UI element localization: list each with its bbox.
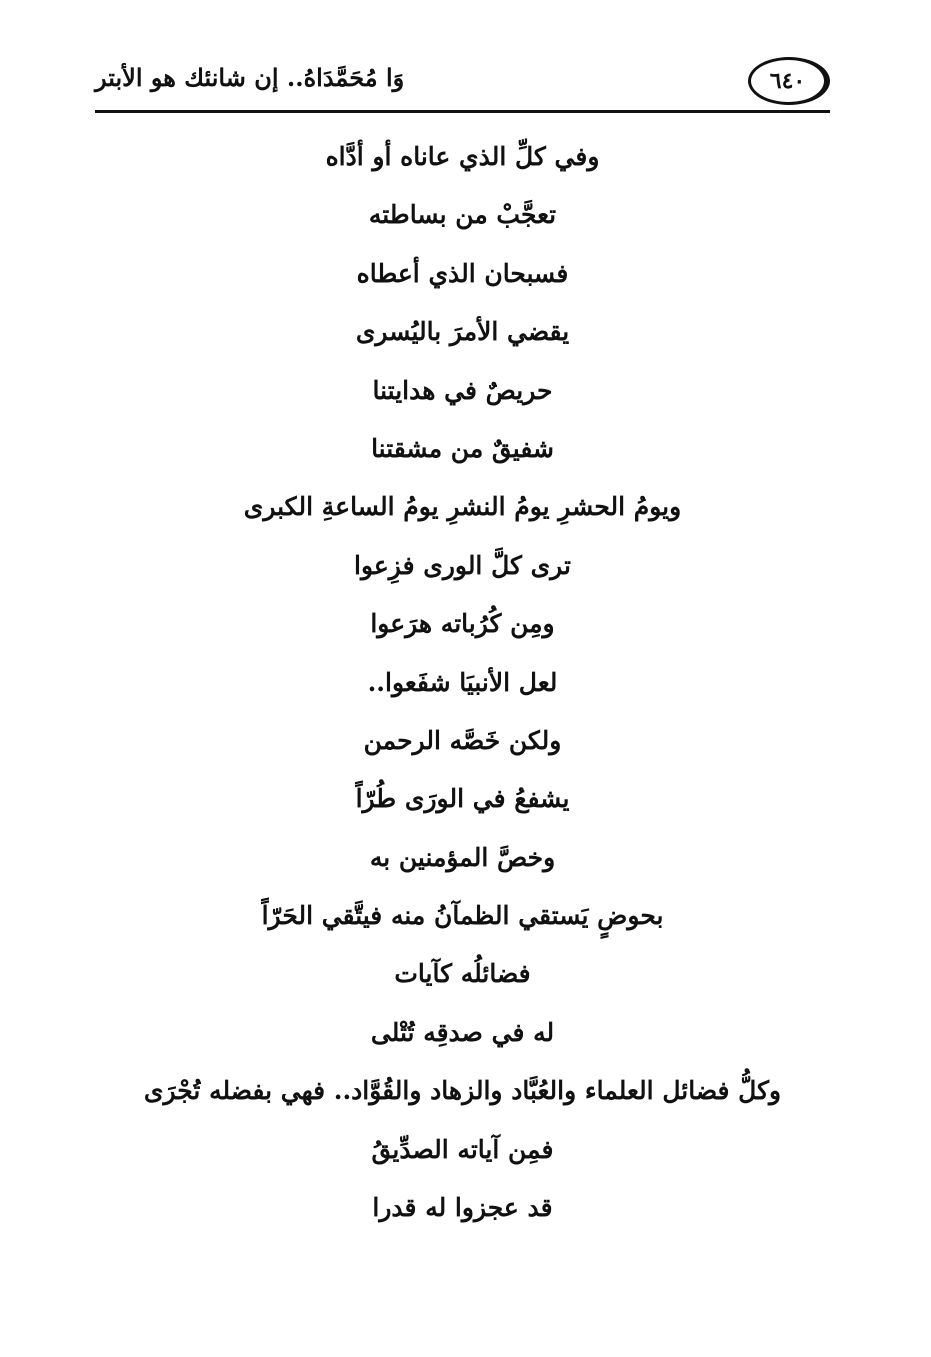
verse-line: فضائلُه كآيات bbox=[394, 959, 531, 989]
verse-line: ترى كلَّ الورى فزِعوا bbox=[354, 550, 571, 580]
page-header bbox=[95, 55, 830, 115]
verse-line: ومِن كُرُباته هرَعوا bbox=[370, 609, 555, 639]
verse-line: بحوضٍ يَستقي الظمآنُ منه فيتَّقي الحَرّاً bbox=[261, 901, 664, 931]
verse-line: يقضي الأمرَ باليُسرى bbox=[355, 317, 570, 347]
verse-line: وكلُّ فضائل العلماء والعُبَّاد والزهاد والقُوَّاد.. فهي بفضله تُجْرَى bbox=[143, 1076, 782, 1106]
verse-line: قد عجزوا له قدرا bbox=[372, 1193, 553, 1223]
verse-line: تعجَّبْ من بساطته bbox=[368, 200, 557, 230]
verse-line: شفيقٌ من مشقتنا bbox=[371, 433, 554, 463]
verse-line: ويومُ الحشرِ يومُ النشرِ يومُ الساعةِ الكبرى bbox=[243, 492, 682, 522]
verse-line: وفي كلِّ الذي عاناه أو أدَّاه bbox=[325, 142, 600, 171]
verse-line: فسبحان الذي أعطاه bbox=[356, 258, 569, 288]
poem-verses bbox=[95, 128, 830, 1237]
verse-line: لعل الأنبيَا شفَعوا.. bbox=[367, 667, 558, 697]
verse-line: له في صدقِه تُتْلى bbox=[370, 1017, 555, 1047]
verse-line: يشفعُ في الورَى طُرّاً bbox=[355, 784, 570, 814]
running-title: وَا مُحَمَّدَاهُ.. إن شانئك هو الأبتر bbox=[95, 63, 405, 92]
verse-line: ولكن خَصَّه الرحمن bbox=[363, 725, 562, 755]
verse-line: فمِن آياته الصدِّيقُ bbox=[371, 1134, 554, 1164]
header-rule bbox=[95, 110, 830, 113]
verse-line: وخصَّ المؤمنين به bbox=[369, 842, 556, 872]
page-number: ٦٤٠ bbox=[748, 57, 830, 105]
verse-line: حريصٌ في هدايتنا bbox=[372, 375, 553, 405]
